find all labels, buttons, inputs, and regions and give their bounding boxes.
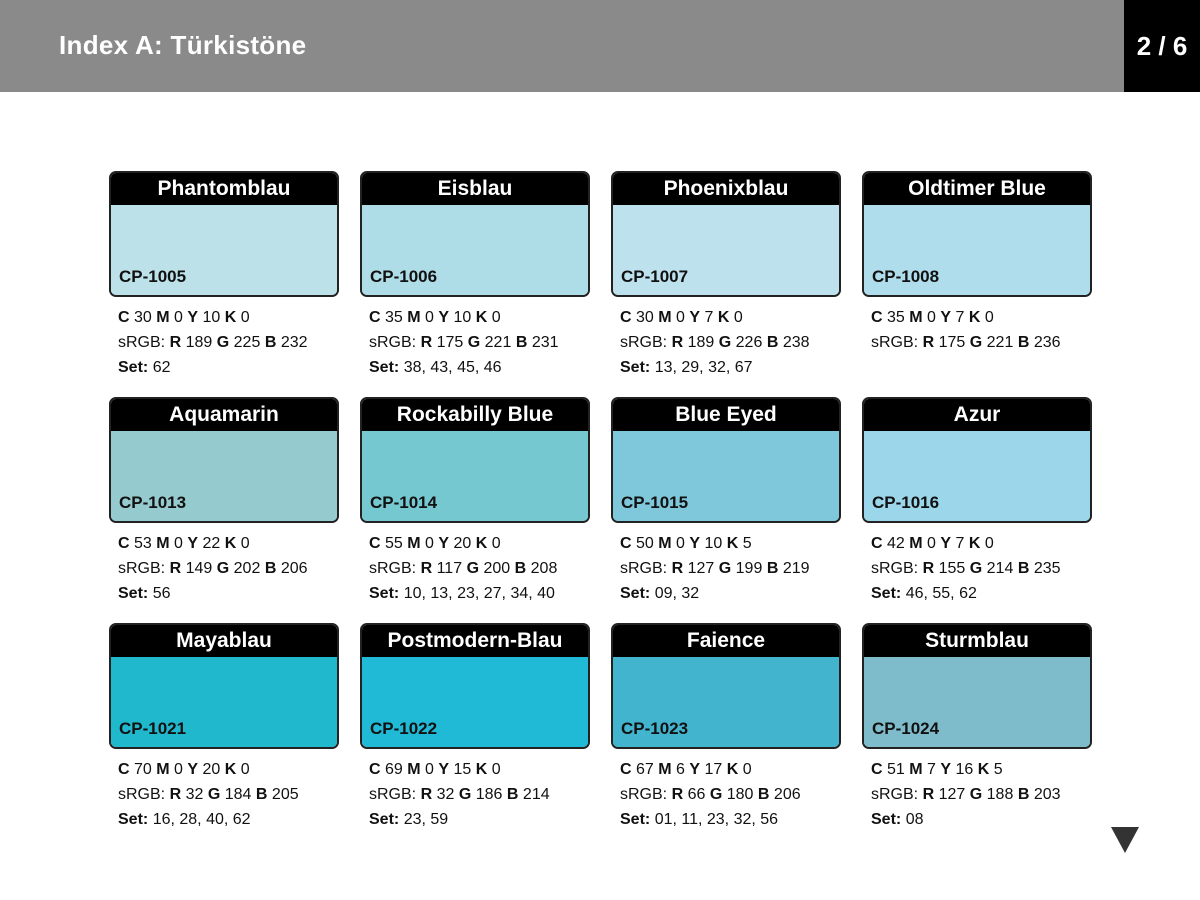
swatch-code: CP-1015	[621, 493, 689, 512]
set-line	[620, 355, 850, 380]
rgb-value-r: 66	[687, 786, 706, 803]
cmyk-value-c: 42	[887, 535, 905, 552]
srgb-line	[620, 782, 850, 807]
cmyk-value-c: 35	[887, 309, 905, 326]
cmyk-label-y: Y	[438, 309, 450, 326]
rgb-value-b: 206	[280, 560, 308, 577]
cmyk-value-m: 7	[927, 761, 936, 778]
page-indicator: 2 / 6	[1124, 0, 1200, 92]
cmyk-label-k: K	[224, 535, 237, 552]
set-value: 46, 55, 62	[905, 585, 977, 602]
cmyk-value-c: 35	[385, 309, 403, 326]
srgb-line	[871, 556, 1101, 581]
cmyk-value-k: 0	[984, 309, 994, 326]
rgb-value-r: 155	[938, 560, 966, 577]
srgb-line	[369, 782, 599, 807]
cmyk-label-y: Y	[689, 761, 701, 778]
swatch-info	[369, 531, 599, 606]
cmyk-value-m: 0	[425, 761, 434, 778]
rgb-label-b: B	[506, 786, 519, 803]
cmyk-value-m: 6	[676, 761, 685, 778]
swatch-code: CP-1023	[621, 719, 689, 738]
rgb-label-b: B	[766, 334, 779, 351]
swatch-info	[118, 757, 348, 832]
srgb-label: sRGB:	[118, 334, 166, 351]
set-line	[620, 807, 850, 832]
rgb-value-g: 184	[224, 786, 252, 803]
cmyk-label-y: Y	[940, 309, 952, 326]
rgb-label-g: G	[467, 334, 481, 351]
cmyk-line	[620, 531, 850, 556]
color-swatch-card[interactable]	[109, 397, 339, 523]
color-swatch-card[interactable]	[611, 397, 841, 523]
rgb-value-r: 175	[436, 334, 464, 351]
cmyk-label-y: Y	[940, 761, 952, 778]
srgb-line	[369, 556, 599, 581]
rgb-value-r: 127	[938, 786, 966, 803]
rgb-label-g: G	[466, 560, 480, 577]
cmyk-value-m: 0	[927, 309, 936, 326]
set-value: 62	[152, 359, 171, 376]
cmyk-value-k: 0	[742, 761, 752, 778]
cmyk-value-k: 0	[491, 761, 501, 778]
swatch-code: CP-1005	[119, 267, 187, 286]
set-label: Set:	[369, 359, 400, 376]
swatch-name: Phoenixblau	[613, 173, 839, 205]
cmyk-label-m: M	[407, 535, 421, 552]
cmyk-label-y: Y	[438, 535, 450, 552]
cmyk-value-m: 0	[676, 535, 685, 552]
cmyk-label-c: C	[620, 535, 632, 552]
swatch-code: CP-1016	[872, 493, 940, 512]
set-label: Set:	[118, 359, 149, 376]
cmyk-label-m: M	[407, 309, 421, 326]
rgb-label-b: B	[1017, 786, 1030, 803]
color-swatch-card[interactable]	[360, 171, 590, 297]
cmyk-value-c: 67	[636, 761, 654, 778]
rgb-label-g: G	[207, 786, 221, 803]
cmyk-label-c: C	[369, 309, 381, 326]
swatch-code: CP-1014	[370, 493, 438, 512]
cmyk-line	[369, 531, 599, 556]
set-value: 16, 28, 40, 62	[152, 811, 251, 828]
cmyk-label-k: K	[717, 309, 730, 326]
cmyk-value-y: 15	[453, 761, 472, 778]
swatch-name: Blue Eyed	[613, 399, 839, 431]
rgb-value-b: 235	[1033, 560, 1061, 577]
rgb-value-r: 189	[185, 334, 213, 351]
rgb-value-b: 231	[531, 334, 559, 351]
swatch-name: Phantomblau	[111, 173, 337, 205]
cmyk-label-m: M	[909, 761, 923, 778]
cmyk-label-m: M	[909, 309, 923, 326]
cmyk-label-m: M	[156, 761, 170, 778]
swatch-code: CP-1024	[872, 719, 940, 738]
cmyk-label-m: M	[156, 535, 170, 552]
cmyk-value-c: 51	[887, 761, 905, 778]
rgb-value-g: 180	[726, 786, 754, 803]
cmyk-value-m: 0	[174, 309, 183, 326]
cmyk-line	[118, 757, 348, 782]
cmyk-value-c: 30	[134, 309, 152, 326]
rgb-label-g: G	[969, 560, 983, 577]
swatch-info	[620, 531, 850, 606]
set-value: 10, 13, 23, 27, 34, 40	[403, 585, 555, 602]
cmyk-line	[620, 305, 850, 330]
cmyk-label-k: K	[475, 761, 488, 778]
set-line	[369, 581, 599, 606]
set-line	[620, 581, 850, 606]
cmyk-value-k: 0	[491, 309, 501, 326]
rgb-value-g: 188	[986, 786, 1014, 803]
cmyk-label-c: C	[871, 535, 883, 552]
cmyk-value-m: 0	[425, 309, 434, 326]
set-label: Set:	[118, 585, 149, 602]
rgb-value-b: 219	[782, 560, 810, 577]
rgb-label-b: B	[757, 786, 770, 803]
cmyk-label-k: K	[475, 535, 488, 552]
cmyk-value-k: 0	[733, 309, 743, 326]
rgb-value-g: 226	[735, 334, 763, 351]
cmyk-label-m: M	[658, 761, 672, 778]
rgb-label-b: B	[1017, 334, 1030, 351]
rgb-label-r: R	[420, 560, 433, 577]
set-value: 56	[152, 585, 171, 602]
cmyk-value-y: 7	[704, 309, 714, 326]
rgb-value-g: 214	[986, 560, 1014, 577]
cmyk-line	[369, 757, 599, 782]
cmyk-label-c: C	[369, 761, 381, 778]
rgb-label-b: B	[514, 560, 527, 577]
set-value: 01, 11, 23, 32, 56	[654, 811, 779, 828]
cmyk-value-y: 20	[202, 761, 221, 778]
set-label: Set:	[620, 811, 651, 828]
cmyk-label-k: K	[968, 309, 981, 326]
cmyk-label-k: K	[726, 535, 739, 552]
srgb-line	[369, 330, 599, 355]
color-swatch-card[interactable]	[611, 171, 841, 297]
cmyk-value-y: 10	[453, 309, 472, 326]
rgb-label-r: R	[922, 334, 935, 351]
cmyk-value-m: 0	[425, 535, 434, 552]
srgb-label: sRGB:	[620, 334, 668, 351]
rgb-value-b: 205	[271, 786, 299, 803]
srgb-line	[871, 330, 1101, 355]
set-value: 08	[905, 811, 924, 828]
set-label: Set:	[369, 585, 400, 602]
swatch-code: CP-1006	[370, 267, 438, 286]
rgb-value-g: 186	[475, 786, 503, 803]
swatch-info	[620, 305, 850, 380]
cmyk-value-c: 69	[385, 761, 403, 778]
rgb-value-r: 127	[687, 560, 715, 577]
rgb-value-g: 221	[484, 334, 512, 351]
rgb-value-b: 206	[773, 786, 801, 803]
cmyk-label-y: Y	[940, 535, 952, 552]
rgb-label-g: G	[969, 334, 983, 351]
set-line	[871, 581, 1101, 606]
set-value: 13, 29, 32, 67	[654, 359, 753, 376]
cmyk-line	[871, 531, 1101, 556]
srgb-line	[118, 556, 348, 581]
swatch-name: Sturmblau	[864, 625, 1090, 657]
srgb-label: sRGB:	[118, 786, 166, 803]
rgb-value-b: 208	[530, 560, 558, 577]
cmyk-label-k: K	[968, 535, 981, 552]
swatch-code: CP-1013	[119, 493, 187, 512]
set-label: Set:	[369, 811, 400, 828]
set-line	[118, 807, 348, 832]
cmyk-label-k: K	[475, 309, 488, 326]
cmyk-value-m: 0	[174, 535, 183, 552]
cmyk-label-c: C	[871, 309, 883, 326]
rgb-value-r: 32	[436, 786, 455, 803]
rgb-label-r: R	[420, 786, 433, 803]
swatch-name: Aquamarin	[111, 399, 337, 431]
cmyk-line	[620, 757, 850, 782]
srgb-line	[620, 330, 850, 355]
cmyk-label-c: C	[871, 761, 883, 778]
rgb-value-b: 214	[522, 786, 550, 803]
swatch-name: Mayablau	[111, 625, 337, 657]
cmyk-value-k: 5	[742, 535, 752, 552]
rgb-value-g: 225	[233, 334, 261, 351]
swatch-name: Eisblau	[362, 173, 588, 205]
cmyk-value-y: 10	[704, 535, 723, 552]
swatch-name: Rockabilly Blue	[362, 399, 588, 431]
swatch-info	[871, 305, 1101, 355]
swatch-info	[118, 305, 348, 380]
swatch-name: Faience	[613, 625, 839, 657]
cmyk-value-c: 55	[385, 535, 403, 552]
cmyk-value-c: 70	[134, 761, 152, 778]
cmyk-value-k: 0	[240, 309, 250, 326]
color-swatch-card[interactable]	[360, 623, 590, 749]
cmyk-label-y: Y	[187, 761, 199, 778]
srgb-label: sRGB:	[369, 334, 417, 351]
cmyk-label-m: M	[156, 309, 170, 326]
set-label: Set:	[620, 585, 651, 602]
set-label: Set:	[620, 359, 651, 376]
cmyk-label-k: K	[224, 761, 237, 778]
header-bar	[0, 0, 1124, 92]
srgb-label: sRGB:	[871, 334, 919, 351]
color-swatch-card[interactable]	[360, 397, 590, 523]
rgb-label-r: R	[169, 786, 182, 803]
swatch-name: Oldtimer Blue	[864, 173, 1090, 205]
rgb-value-b: 238	[782, 334, 810, 351]
rgb-label-g: G	[969, 786, 983, 803]
rgb-label-r: R	[169, 560, 182, 577]
rgb-value-b: 236	[1033, 334, 1061, 351]
srgb-label: sRGB:	[871, 560, 919, 577]
cmyk-line	[369, 305, 599, 330]
cmyk-label-y: Y	[187, 309, 199, 326]
rgb-label-r: R	[420, 334, 433, 351]
rgb-label-b: B	[766, 560, 779, 577]
rgb-value-r: 175	[938, 334, 966, 351]
cmyk-value-k: 5	[993, 761, 1003, 778]
swatch-info	[369, 757, 599, 832]
set-line	[871, 807, 1101, 832]
color-swatch-card[interactable]	[109, 171, 339, 297]
rgb-value-r: 149	[185, 560, 213, 577]
cmyk-label-c: C	[118, 309, 130, 326]
rgb-value-g: 221	[986, 334, 1014, 351]
set-line	[118, 581, 348, 606]
swatch-code: CP-1007	[621, 267, 689, 286]
cmyk-value-k: 0	[491, 535, 501, 552]
swatch-name: Azur	[864, 399, 1090, 431]
cmyk-label-m: M	[658, 309, 672, 326]
rgb-label-r: R	[169, 334, 182, 351]
rgb-label-b: B	[1017, 560, 1030, 577]
cmyk-value-y: 20	[453, 535, 472, 552]
cmyk-label-y: Y	[689, 535, 701, 552]
set-label: Set:	[871, 811, 902, 828]
rgb-label-g: G	[216, 560, 230, 577]
cmyk-label-c: C	[620, 761, 632, 778]
swatch-code: CP-1022	[370, 719, 438, 738]
srgb-line	[118, 782, 348, 807]
cmyk-value-y: 7	[955, 535, 965, 552]
rgb-value-g: 199	[735, 560, 763, 577]
rgb-label-g: G	[216, 334, 230, 351]
cmyk-label-y: Y	[689, 309, 701, 326]
swatch-code: CP-1021	[119, 719, 187, 738]
page-title: Index A: Türkistöne	[59, 30, 307, 60]
set-line	[118, 355, 348, 380]
down-triangle-icon[interactable]	[1111, 827, 1139, 853]
cmyk-value-y: 16	[955, 761, 974, 778]
cmyk-value-c: 30	[636, 309, 654, 326]
swatch-name: Postmodern-Blau	[362, 625, 588, 657]
cmyk-label-c: C	[118, 535, 130, 552]
rgb-label-b: B	[255, 786, 268, 803]
set-value: 09, 32	[654, 585, 700, 602]
rgb-value-b: 203	[1033, 786, 1061, 803]
rgb-label-b: B	[264, 334, 277, 351]
cmyk-label-m: M	[407, 761, 421, 778]
cmyk-label-k: K	[224, 309, 237, 326]
srgb-line	[871, 782, 1101, 807]
srgb-label: sRGB:	[871, 786, 919, 803]
swatch-info	[620, 757, 850, 832]
rgb-label-g: G	[718, 560, 732, 577]
set-label: Set:	[871, 585, 902, 602]
cmyk-value-m: 0	[927, 535, 936, 552]
set-label: Set:	[118, 811, 149, 828]
cmyk-value-k: 0	[240, 535, 250, 552]
rgb-value-g: 202	[233, 560, 261, 577]
rgb-value-r: 117	[436, 560, 463, 577]
rgb-label-r: R	[671, 560, 684, 577]
cmyk-value-k: 0	[984, 535, 994, 552]
rgb-label-g: G	[718, 334, 732, 351]
rgb-value-r: 32	[185, 786, 204, 803]
cmyk-label-m: M	[658, 535, 672, 552]
color-swatch-card[interactable]	[611, 623, 841, 749]
cmyk-value-y: 22	[202, 535, 221, 552]
cmyk-label-k: K	[977, 761, 990, 778]
swatch-info	[871, 531, 1101, 606]
srgb-label: sRGB:	[369, 786, 417, 803]
cmyk-value-c: 50	[636, 535, 654, 552]
rgb-label-b: B	[264, 560, 277, 577]
cmyk-value-m: 0	[676, 309, 685, 326]
rgb-label-g: G	[709, 786, 723, 803]
cmyk-line	[871, 305, 1101, 330]
cmyk-label-m: M	[909, 535, 923, 552]
cmyk-value-y: 7	[955, 309, 965, 326]
cmyk-line	[118, 531, 348, 556]
rgb-value-b: 232	[280, 334, 308, 351]
cmyk-value-y: 17	[704, 761, 723, 778]
rgb-label-g: G	[458, 786, 472, 803]
rgb-label-r: R	[922, 786, 935, 803]
cmyk-label-c: C	[620, 309, 632, 326]
srgb-label: sRGB:	[620, 786, 668, 803]
set-value: 23, 59	[403, 811, 449, 828]
swatch-info	[118, 531, 348, 606]
cmyk-line	[871, 757, 1101, 782]
color-swatch-card[interactable]	[862, 397, 1092, 523]
cmyk-value-k: 0	[240, 761, 250, 778]
srgb-label: sRGB:	[369, 560, 417, 577]
color-swatch-card[interactable]	[109, 623, 339, 749]
cmyk-label-k: K	[726, 761, 739, 778]
color-swatch-card[interactable]	[862, 171, 1092, 297]
srgb-line	[118, 330, 348, 355]
set-line	[369, 807, 599, 832]
cmyk-label-y: Y	[438, 761, 450, 778]
rgb-label-r: R	[671, 334, 684, 351]
cmyk-label-c: C	[369, 535, 381, 552]
srgb-line	[620, 556, 850, 581]
swatch-info	[369, 305, 599, 380]
cmyk-label-y: Y	[187, 535, 199, 552]
rgb-label-r: R	[671, 786, 684, 803]
cmyk-line	[118, 305, 348, 330]
color-swatch-card[interactable]	[862, 623, 1092, 749]
swatch-code: CP-1008	[872, 267, 940, 286]
rgb-label-r: R	[922, 560, 935, 577]
cmyk-label-c: C	[118, 761, 130, 778]
rgb-label-b: B	[515, 334, 528, 351]
set-line	[369, 355, 599, 380]
set-value: 38, 43, 45, 46	[403, 359, 502, 376]
cmyk-value-c: 53	[134, 535, 152, 552]
swatch-info	[871, 757, 1101, 832]
rgb-value-g: 200	[483, 560, 511, 577]
rgb-value-r: 189	[687, 334, 715, 351]
srgb-label: sRGB:	[620, 560, 668, 577]
cmyk-value-y: 10	[202, 309, 221, 326]
cmyk-value-m: 0	[174, 761, 183, 778]
srgb-label: sRGB:	[118, 560, 166, 577]
